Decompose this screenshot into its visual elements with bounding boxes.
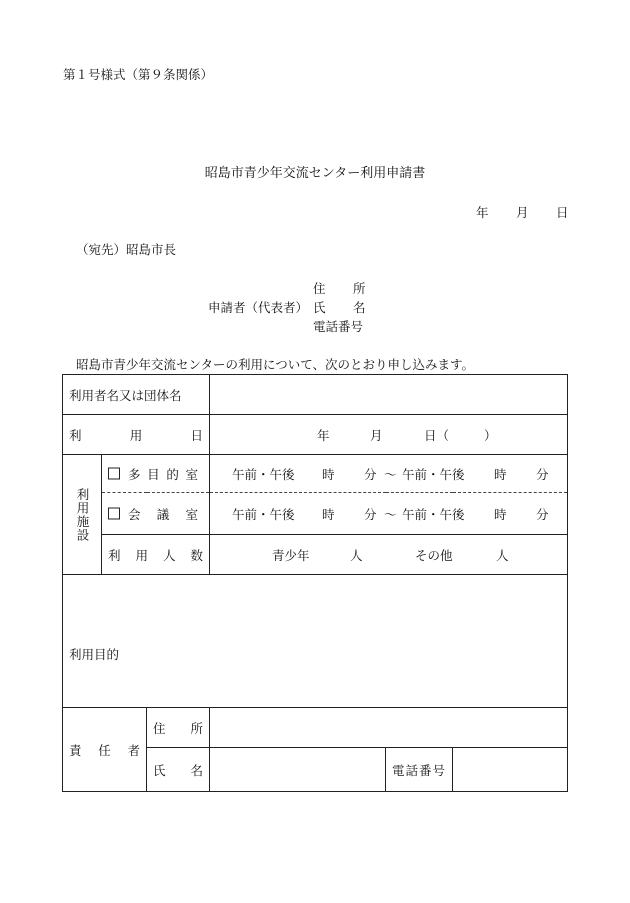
use-date-label: 利 用 日 [69,427,204,443]
date-row [63,415,568,455]
other-label: その他 [415,547,453,563]
responsible-name-field[interactable] [210,748,386,792]
multipurpose-room-checkbox[interactable] [108,467,120,479]
responsible-label-cell [63,708,147,792]
meeting-room-label-cell[interactable] [102,493,210,535]
start-minute: 分 [364,466,377,482]
responsible-name-label-cell [147,748,210,792]
end-minute: 分 [536,506,549,522]
people-label: 利 用 人 数 [108,547,204,563]
youth-person-unit: 人 [350,547,363,563]
meeting-room-time-field[interactable] [210,493,568,535]
start-ampm: 午前・午後 [232,506,295,522]
responsible-address-row [63,708,568,748]
people-label-cell [102,535,210,575]
responsible-phone-label: 電話番号 [392,762,447,778]
youth-label: 青少年 [272,547,310,563]
use-date-year: 年 [317,427,330,443]
applicant-name-label-a: 氏 [313,300,326,315]
start-minute: 分 [364,506,377,522]
end-ampm: 午前・午後 [402,466,465,482]
user-name-row [63,375,568,415]
end-ampm: 午前・午後 [402,506,465,522]
application-table [62,374,568,792]
date-day: 日 [556,205,569,220]
responsible-phone-label-cell [386,748,453,792]
meeting-room-checkbox[interactable] [108,507,120,519]
multipurpose-room-time-field[interactable] [210,455,568,493]
document-title: 昭島市青少年交流センター利用申請書 [204,166,426,181]
use-date-field[interactable] [210,415,568,455]
start-hour: 時 [322,506,335,522]
time-range-tilde: ～ [384,466,397,482]
meeting-room-label: 会 議 室 [128,506,198,522]
user-name-label: 利用者名又は団体名 [69,387,182,403]
start-ampm: 午前・午後 [232,466,295,482]
applicant-label: 申請者（代表者） [208,300,309,315]
responsible-address-field[interactable] [210,708,568,748]
use-date-day: 日（ [424,427,450,443]
responsible-address-label-cell [147,708,210,748]
user-name-label-cell [63,375,210,415]
intro-text: 昭島市青少年交流センターの利用について、次のとおり申し込みます。 [76,357,475,372]
purpose-field[interactable] [63,575,568,708]
responsible-name-label: 氏 名 [153,762,204,778]
use-date-weekday-close: ） [484,427,497,443]
facility-label-cell [63,455,102,575]
applicant-phone-label: 電話番号 [313,319,364,334]
room-row-meeting [63,493,568,535]
multipurpose-room-label-cell[interactable] [102,455,210,493]
responsible-phone-field[interactable] [453,748,568,792]
other-person-unit: 人 [496,547,509,563]
applicant-name-label-b: 名 [353,300,366,315]
applicant-address-label-a: 住 [313,281,326,296]
form-number: 第１号様式（第９条関係） [63,67,214,82]
start-hour: 時 [322,466,335,482]
people-count-field[interactable] [210,535,568,575]
purpose-row [63,575,568,708]
end-hour: 時 [494,506,507,522]
date-month: 月 [516,205,529,220]
use-date-month: 月 [370,427,383,443]
end-minute: 分 [536,466,549,482]
date-year: 年 [476,205,489,220]
room-row-multipurpose [63,455,568,493]
multipurpose-room-label: 多 目 的 室 [128,466,198,482]
responsible-label: 責 任 者 [69,742,140,758]
responsible-address-label: 住 所 [153,720,204,736]
use-date-label-cell [63,415,210,455]
applicant-address-label-b: 所 [353,281,366,296]
time-range-tilde: ～ [384,506,397,522]
people-row [63,535,568,575]
addressee: （宛先）昭島市長 [76,242,177,257]
user-name-field[interactable] [210,375,568,415]
facility-label: 利用施設 [75,487,90,542]
purpose-label: 利用目的 [69,647,120,662]
end-hour: 時 [494,466,507,482]
